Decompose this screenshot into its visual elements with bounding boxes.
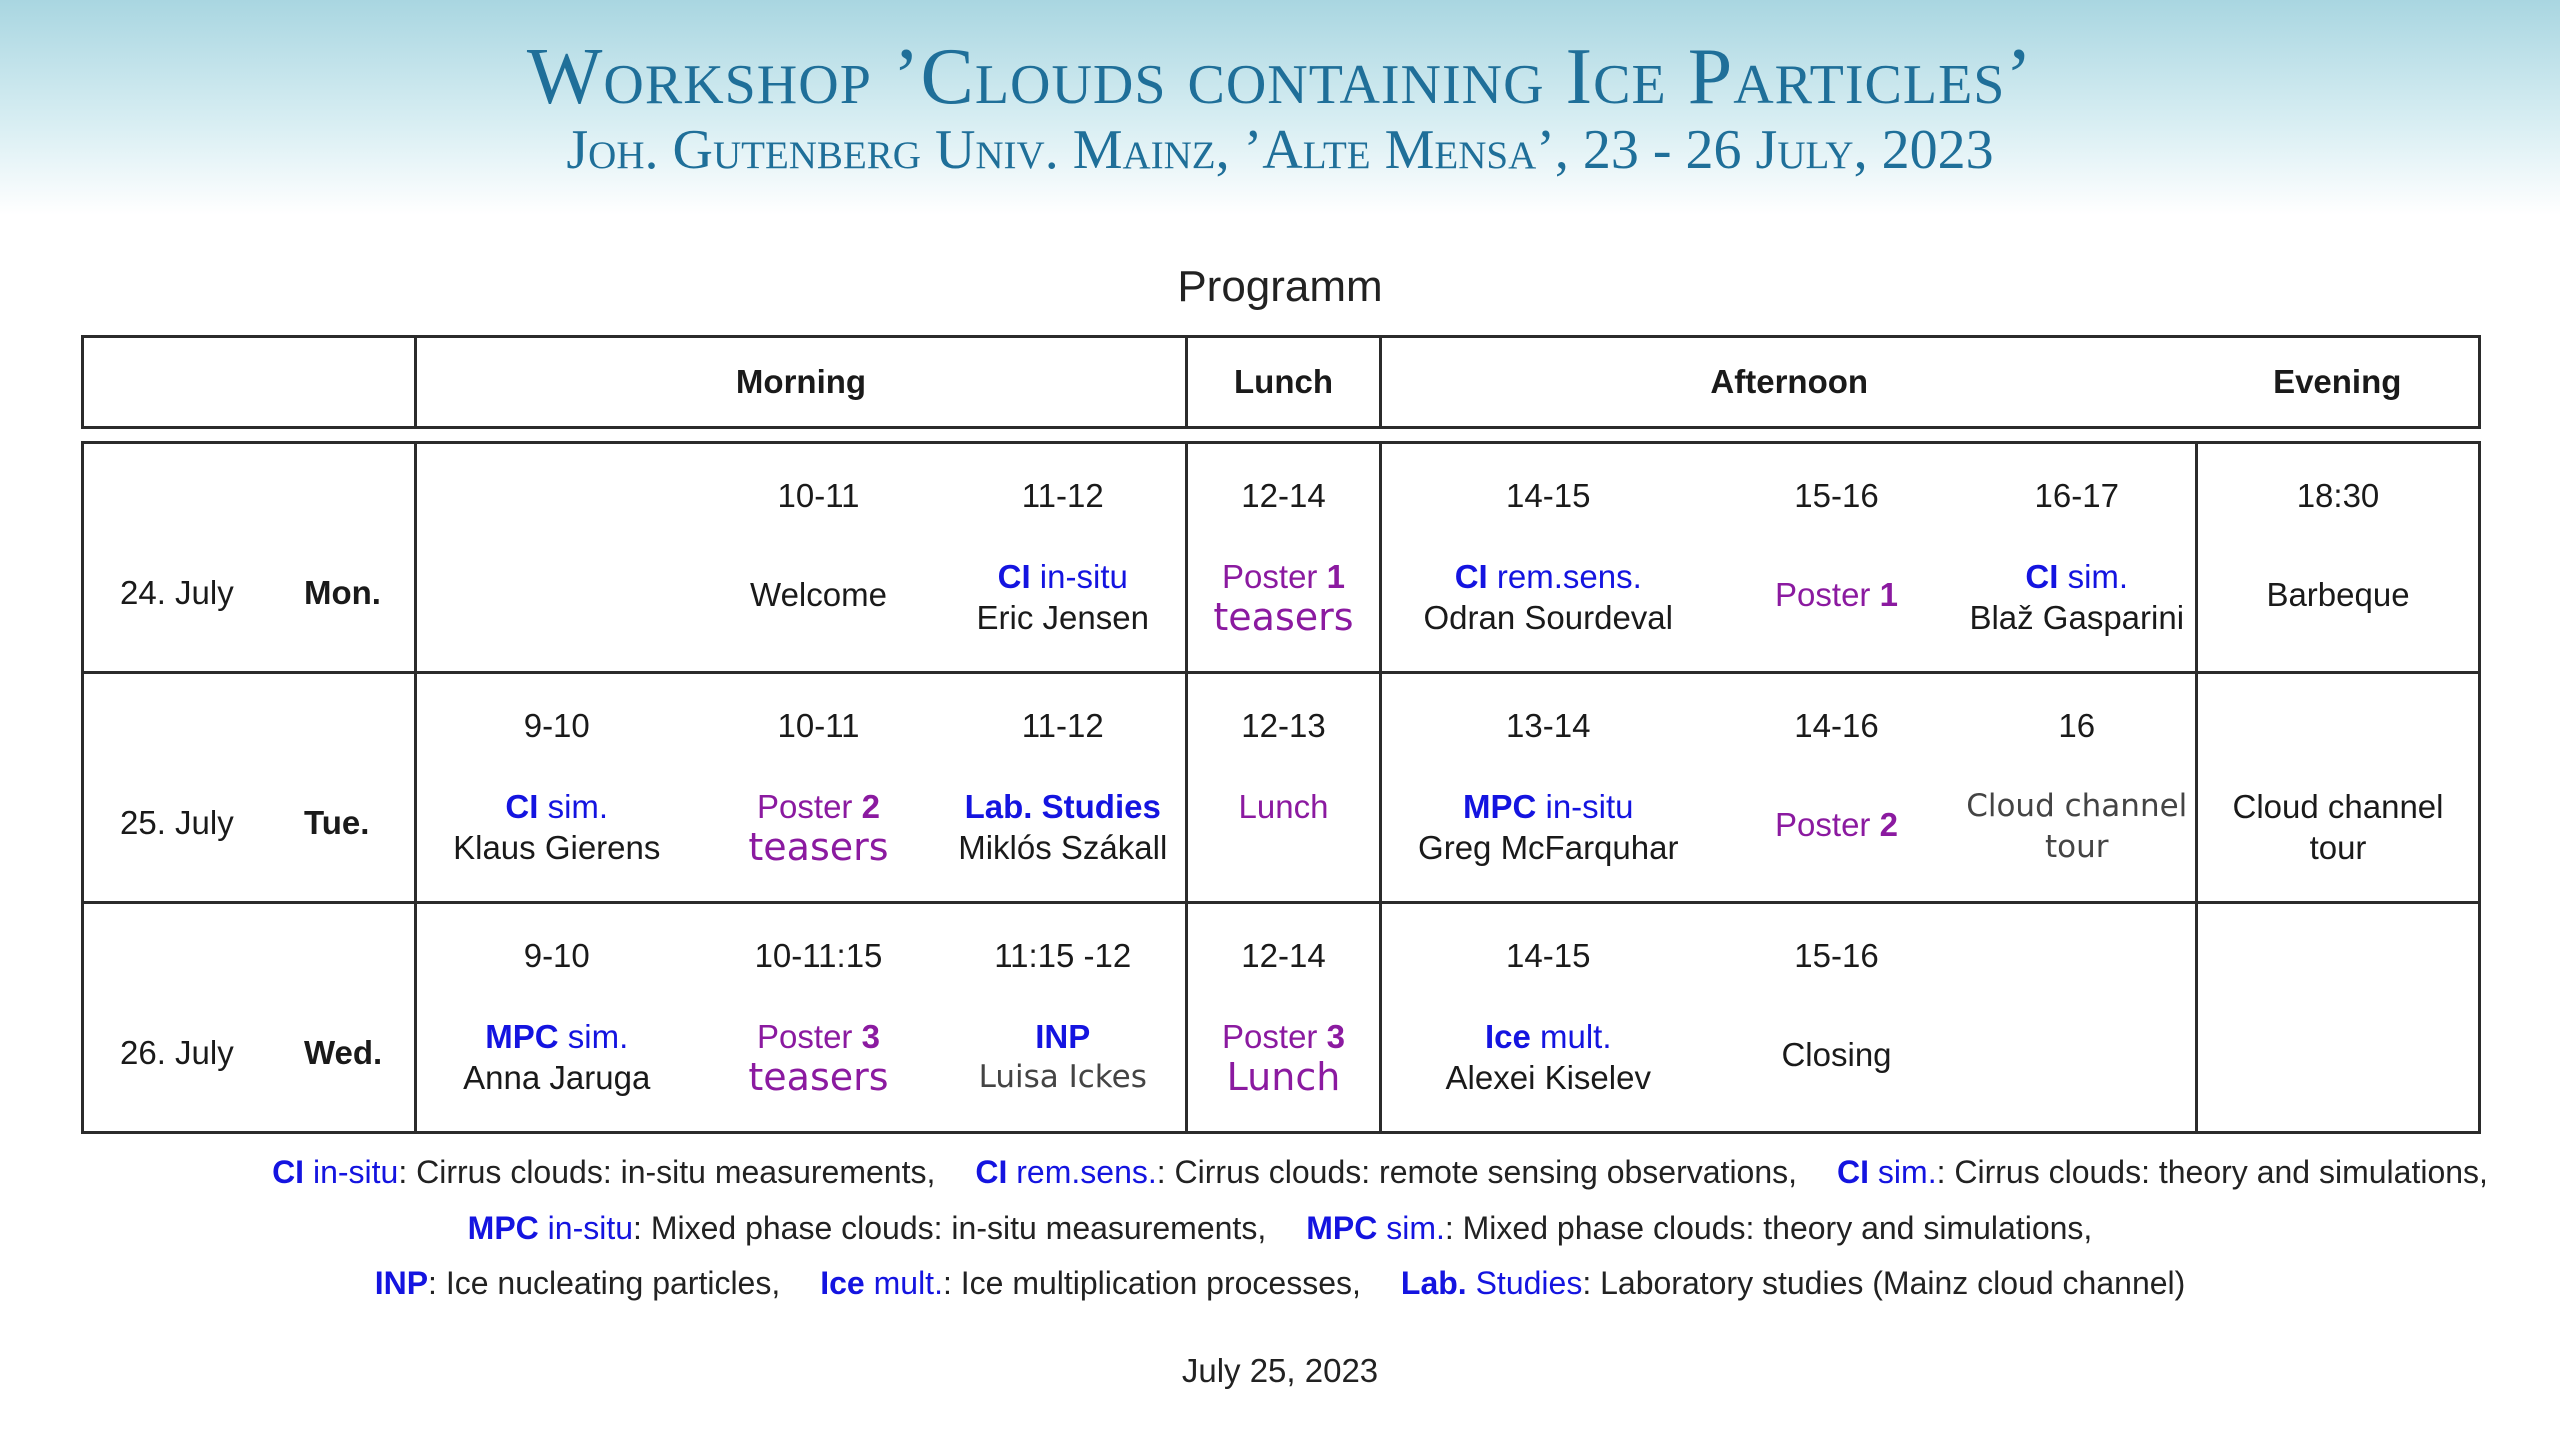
poster-word: Poster (757, 1018, 862, 1055)
session-content (1188, 786, 1379, 827)
session-content (2198, 574, 2478, 615)
legend-abbr: INP (374, 1265, 429, 1301)
speaker-name: Eric Jensen (976, 599, 1149, 636)
session-content (1382, 556, 1715, 638)
day-cell (83, 903, 416, 1133)
poster-word: Poster (1222, 1018, 1327, 1055)
session-content (1382, 786, 1715, 868)
poster-word: Poster (1222, 558, 1327, 595)
poster-number: 3 (861, 1018, 880, 1055)
poster-number: 2 (1879, 806, 1898, 843)
session-cell (416, 443, 697, 673)
schedule-header (81, 335, 2481, 429)
legend-desc: : Cirrus clouds: theory and simulations, (1936, 1154, 2488, 1190)
session-cell (416, 673, 697, 903)
schedule-table (81, 441, 2481, 1134)
day-date: 24. July (120, 574, 234, 611)
session-cell (1187, 673, 1381, 903)
session (1382, 674, 1715, 901)
session (417, 904, 697, 1131)
legend-abbr: Ice (820, 1265, 865, 1301)
session-topic (941, 1016, 1186, 1057)
legend-abbr: CI (975, 1154, 1008, 1190)
day-weekday: Wed. (304, 1034, 383, 1071)
poster-label (1188, 556, 1379, 597)
session (1715, 444, 1959, 671)
topic-name: in-situ (1030, 558, 1128, 595)
footer-date: July 25, 2023 (1181, 1352, 1379, 1389)
session-topic (417, 1016, 697, 1057)
session-time: 9-10 (523, 707, 590, 744)
topic-name: sim. (2058, 558, 2129, 595)
poster-extra: teasers (748, 1055, 889, 1099)
legend-line (0, 1265, 2560, 1302)
tour-line: Cloud channel (2232, 788, 2444, 825)
session-content (1715, 804, 1959, 845)
poster-label (1188, 1016, 1379, 1057)
tour-line: tour (2309, 829, 2367, 866)
header-morning: Morning (416, 337, 1187, 428)
session (1188, 674, 1379, 901)
session-cell (1187, 903, 1381, 1133)
session-cell (416, 903, 697, 1133)
header-lunch: Lunch (1187, 337, 1381, 428)
poster-number: 1 (1879, 576, 1898, 613)
session-content (1188, 556, 1379, 638)
session-time: 16 (2058, 707, 2096, 744)
day-row (83, 673, 2480, 903)
programm-heading: Programm (1177, 262, 1383, 311)
session (1715, 674, 1959, 901)
speaker-name: Greg McFarquhar (1418, 829, 1679, 866)
poster-label (1715, 574, 1959, 615)
day-cell (83, 673, 416, 903)
topic-name: rem.sens. (1487, 558, 1642, 595)
topic-abbr: MPC (1462, 788, 1537, 825)
session-topic (1959, 556, 2196, 597)
legend-desc: : Cirrus clouds: remote sensing observations, (1156, 1154, 1798, 1190)
session-time: 14-16 (1794, 707, 1879, 744)
legend-abbr: MPC (1306, 1210, 1378, 1246)
session (1959, 444, 2196, 671)
session-content (1382, 1016, 1715, 1098)
session-content (417, 1016, 697, 1098)
day-date: 26. July (120, 1034, 234, 1071)
legend-desc: : Ice nucleating particles, (428, 1265, 781, 1301)
workshop-title: Workshop ’Clouds containing Ice Particles’ (526, 33, 2034, 121)
session-cell (697, 903, 941, 1133)
session-time: 15-16 (1794, 477, 1879, 514)
speaker-name: Blaž Gasparini (1969, 599, 2185, 636)
session (697, 904, 941, 1131)
header-evening: Evening (2197, 337, 2480, 428)
session-content (697, 1016, 941, 1098)
workshop-subtitle: Joh. Gutenberg Univ. Mainz, ’Alte Mensa’, 23 - 26 July, 2023 (566, 119, 1994, 181)
tour-line: Cloud channel (1966, 788, 2188, 824)
session-topic (1382, 786, 1715, 827)
legend-desc: : Mixed phase clouds: in-situ measurements, (633, 1210, 1267, 1246)
legend-line (100, 1154, 2560, 1191)
session-text: Barbeque (2266, 576, 2410, 613)
session (941, 444, 1186, 671)
session-cell (1187, 443, 1381, 673)
session (1382, 904, 1715, 1131)
session-topic (941, 786, 1186, 827)
legend-abbr: CI (1837, 1154, 1870, 1190)
speaker-name: Alexei Kiselev (1445, 1059, 1651, 1096)
day-row (83, 443, 2480, 673)
legend-topic: mult. (864, 1265, 943, 1301)
session-time: 10-11 (777, 707, 860, 744)
session-cell (941, 673, 1187, 903)
poster-extra: Lunch (1226, 1055, 1341, 1099)
legend-topic: in-situ (304, 1154, 399, 1190)
session-content (1715, 574, 1959, 615)
header-blank (83, 337, 416, 428)
session-topic (941, 556, 1186, 597)
topic-abbr: INP (1035, 1018, 1091, 1055)
topic-name: sim. (538, 788, 609, 825)
day-row (83, 903, 2480, 1133)
session-time: 18:30 (2296, 477, 2380, 514)
session (1959, 904, 2196, 1131)
session-cell (1715, 903, 1959, 1133)
session-content (941, 1016, 1186, 1098)
session-cell (697, 443, 941, 673)
topic-abbr: MPC (485, 1018, 559, 1055)
tour-line: tour (2044, 829, 2109, 865)
session (697, 444, 941, 671)
session-content (697, 574, 941, 615)
topic-name: mult. (1530, 1018, 1612, 1055)
session-content (1959, 786, 2196, 868)
legend-topic: rem.sens. (1007, 1154, 1157, 1190)
legend-topic: sim. (1377, 1210, 1445, 1246)
session-time: 15-16 (1794, 937, 1879, 974)
session-cell (1715, 443, 1959, 673)
poster-extra: teasers (748, 825, 889, 869)
session (1188, 444, 1379, 671)
session-time: 10-11 (777, 477, 860, 514)
poster-number: 1 (1326, 558, 1345, 595)
topic-name: in-situ (1536, 788, 1634, 825)
poster-number: 3 (1326, 1018, 1345, 1055)
legend-desc: : Cirrus clouds: in-situ measurements, (398, 1154, 936, 1190)
session-cell (1381, 903, 1715, 1133)
poster-word: Poster (757, 788, 862, 825)
session-cell (1959, 903, 2197, 1133)
session-time: 12-13 (1241, 707, 1326, 744)
session-content (941, 556, 1186, 638)
session (1959, 674, 2196, 901)
topic-abbr: CI (1454, 558, 1488, 595)
session-cell (2197, 903, 2480, 1133)
session-text: Closing (1781, 1036, 1892, 1073)
session (417, 674, 697, 901)
topic-abbr: CI (997, 558, 1031, 595)
session-time: 11-12 (1021, 477, 1104, 514)
session (941, 674, 1186, 901)
session-content (2198, 786, 2478, 868)
session (697, 674, 941, 901)
session-time: 12-14 (1241, 937, 1326, 974)
session-time: 11-12 (1021, 707, 1104, 744)
speaker-name: Odran Sourdeval (1423, 599, 1673, 636)
session-content (417, 786, 697, 868)
session-cell (941, 903, 1187, 1133)
legend-topic: sim. (1869, 1154, 1937, 1190)
legend-abbr: Lab. (1400, 1265, 1467, 1301)
session (941, 904, 1186, 1131)
session-time: 12-14 (1241, 477, 1326, 514)
session-text: Welcome (750, 576, 887, 613)
header-afternoon: Afternoon (1381, 337, 2197, 428)
legend-desc: : Ice multiplication processes, (942, 1265, 1361, 1301)
session-cell (1959, 443, 2197, 673)
legend-desc: : Mixed phase clouds: theory and simulations, (1444, 1210, 2093, 1246)
session-topic (1382, 1016, 1715, 1057)
session-content (1959, 556, 2196, 638)
session (2198, 444, 2478, 671)
session-time: 14-15 (1506, 937, 1591, 974)
legend-abbr: CI (272, 1154, 305, 1190)
poster-label (697, 786, 941, 827)
day-weekday: Tue. (304, 804, 370, 841)
session (1715, 904, 1959, 1131)
lunch-label: Lunch (1238, 788, 1329, 825)
day-label (84, 904, 414, 1131)
session-time: 11:15 -12 (994, 937, 1132, 974)
topic-abbr: Lab. Studies (964, 788, 1161, 825)
legend-desc: : Laboratory studies (Mainz cloud channel) (1582, 1265, 2186, 1301)
day-date: 25. July (120, 804, 234, 841)
session-time: 16-17 (2034, 477, 2119, 514)
session-content (1188, 1016, 1379, 1098)
legend-line (0, 1210, 2560, 1247)
session-time: 10-11:15 (754, 937, 883, 974)
session-time: 9-10 (523, 937, 590, 974)
poster-label (697, 1016, 941, 1057)
topic-name: sim. (558, 1018, 629, 1055)
speaker-name: Luisa Ickes (978, 1059, 1147, 1095)
session-cell (941, 443, 1187, 673)
session (2198, 904, 2478, 1131)
session-cell (1959, 673, 2197, 903)
session-cell (2197, 673, 2480, 903)
session-time: 13-14 (1506, 707, 1591, 744)
day-label (84, 674, 414, 901)
legend-topic: in-situ (538, 1210, 634, 1246)
topic-abbr: CI (505, 788, 539, 825)
session (417, 444, 697, 671)
day-cell (83, 443, 416, 673)
speaker-name: Miklós Szákall (958, 829, 1168, 866)
day-weekday: Mon. (304, 574, 381, 611)
session-content (941, 786, 1186, 868)
session-cell (1715, 673, 1959, 903)
session-time: 14-15 (1506, 477, 1591, 514)
session (1188, 904, 1379, 1131)
poster-extra: teasers (1213, 595, 1354, 639)
poster-word: Poster (1775, 806, 1880, 843)
session-cell (1381, 673, 1715, 903)
session-cell (2197, 443, 2480, 673)
poster-number: 2 (861, 788, 880, 825)
poster-label (1715, 804, 1959, 845)
session-topic (417, 786, 697, 827)
legend-abbr: MPC (467, 1210, 539, 1246)
session-cell (1381, 443, 1715, 673)
day-label (84, 444, 414, 671)
topic-abbr: CI (2025, 558, 2059, 595)
poster-word: Poster (1775, 576, 1880, 613)
speaker-name: Anna Jaruga (463, 1059, 651, 1096)
session (1382, 444, 1715, 671)
session-topic (1382, 556, 1715, 597)
session-content (1715, 1034, 1959, 1075)
session (2198, 674, 2478, 901)
speaker-name: Klaus Gierens (453, 829, 661, 866)
legend-topic: Studies (1466, 1265, 1583, 1301)
session-cell (697, 673, 941, 903)
session-content (697, 786, 941, 868)
topic-abbr: Ice (1484, 1018, 1531, 1055)
